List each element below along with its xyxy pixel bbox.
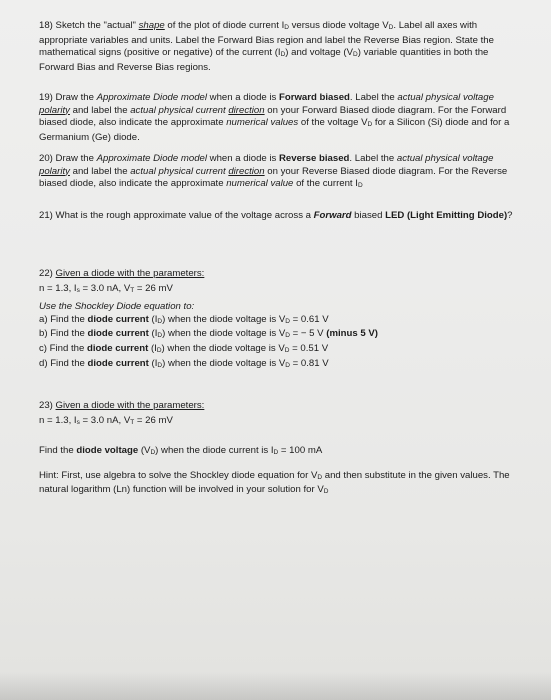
question-22-item-a: a) Find the diode current (ID) when the diode voltage is VD = 0.61 V <box>39 313 329 325</box>
question-21 <box>39 210 529 223</box>
question-23 <box>39 400 519 499</box>
question-18-text: 18) Sketch the "actual" shape of the plot of diode current ID versus diode voltage VD. Label all axes with appropriate variables and units. Label the Forward Bias region and label the Reverse Bias region. State the mathematical signs (positive or negative) of the current (ID) and voltage (VD) variable quantities in both the Forward Bias and Reverse Bias regions. <box>39 20 494 73</box>
question-22-params: n = 1.3, Is = 3.0 nA, VT = 26 mV <box>39 282 173 294</box>
question-20 <box>39 153 519 193</box>
question-23-find: Find the diode voltage (VD) when the diode current is ID = 100 mA <box>39 445 323 457</box>
question-23-heading: 23) Given a diode with the parameters: <box>39 400 205 411</box>
question-22-item-c: c) Find the diode current (ID) when the diode voltage is VD = 0.51 V <box>39 342 329 354</box>
question-23-params: n = 1.3, Is = 3.0 nA, VT = 26 mV <box>39 414 173 426</box>
question-23-hint: Hint: First, use algebra to solve the Shockley diode equation for VD and then substitute in the given values. The natural logarithm (Ln) function will be involved in your solution for VD <box>39 469 510 496</box>
question-22 <box>39 268 519 372</box>
question-19-text: 19) Draw the Approximate Diode model when a diode is Forward biased. Label the actual physical voltage polarity and label the actual physical current direction on your Forward Biased diode diagram. For the Forward biased diode, also indicate the approximate numerical values of the voltage VD for a Silicon (Si) diode and for a Germanium (Ge) diode. <box>39 92 510 143</box>
question-22-instruction: Use the Shockley Diode equation to: <box>39 301 195 313</box>
question-21-text: 21) What is the rough approximate value of the voltage across a Forward biased LED (Light Emitting Diode)? <box>39 210 513 221</box>
question-22-item-b: b) Find the diode current (ID) when the diode voltage is VD = − 5 V (minus 5 V) <box>39 328 378 340</box>
question-18 <box>39 20 519 74</box>
question-22-heading: 22) Given a diode with the parameters: <box>39 268 205 279</box>
question-20-text: 20) Draw the Approximate Diode model when a diode is Reverse biased. Label the actual physical voltage polarity and label the actual physical current direction on your Reverse Biased diode diagram. For the Reverse biased diode, also indicate the approximate numerical value of the current ID <box>39 153 508 190</box>
question-22-item-d: d) Find the diode current (ID) when the diode voltage is VD = 0.81 V <box>39 357 329 369</box>
question-19 <box>39 92 519 144</box>
page-bottom-shadow <box>0 672 551 700</box>
